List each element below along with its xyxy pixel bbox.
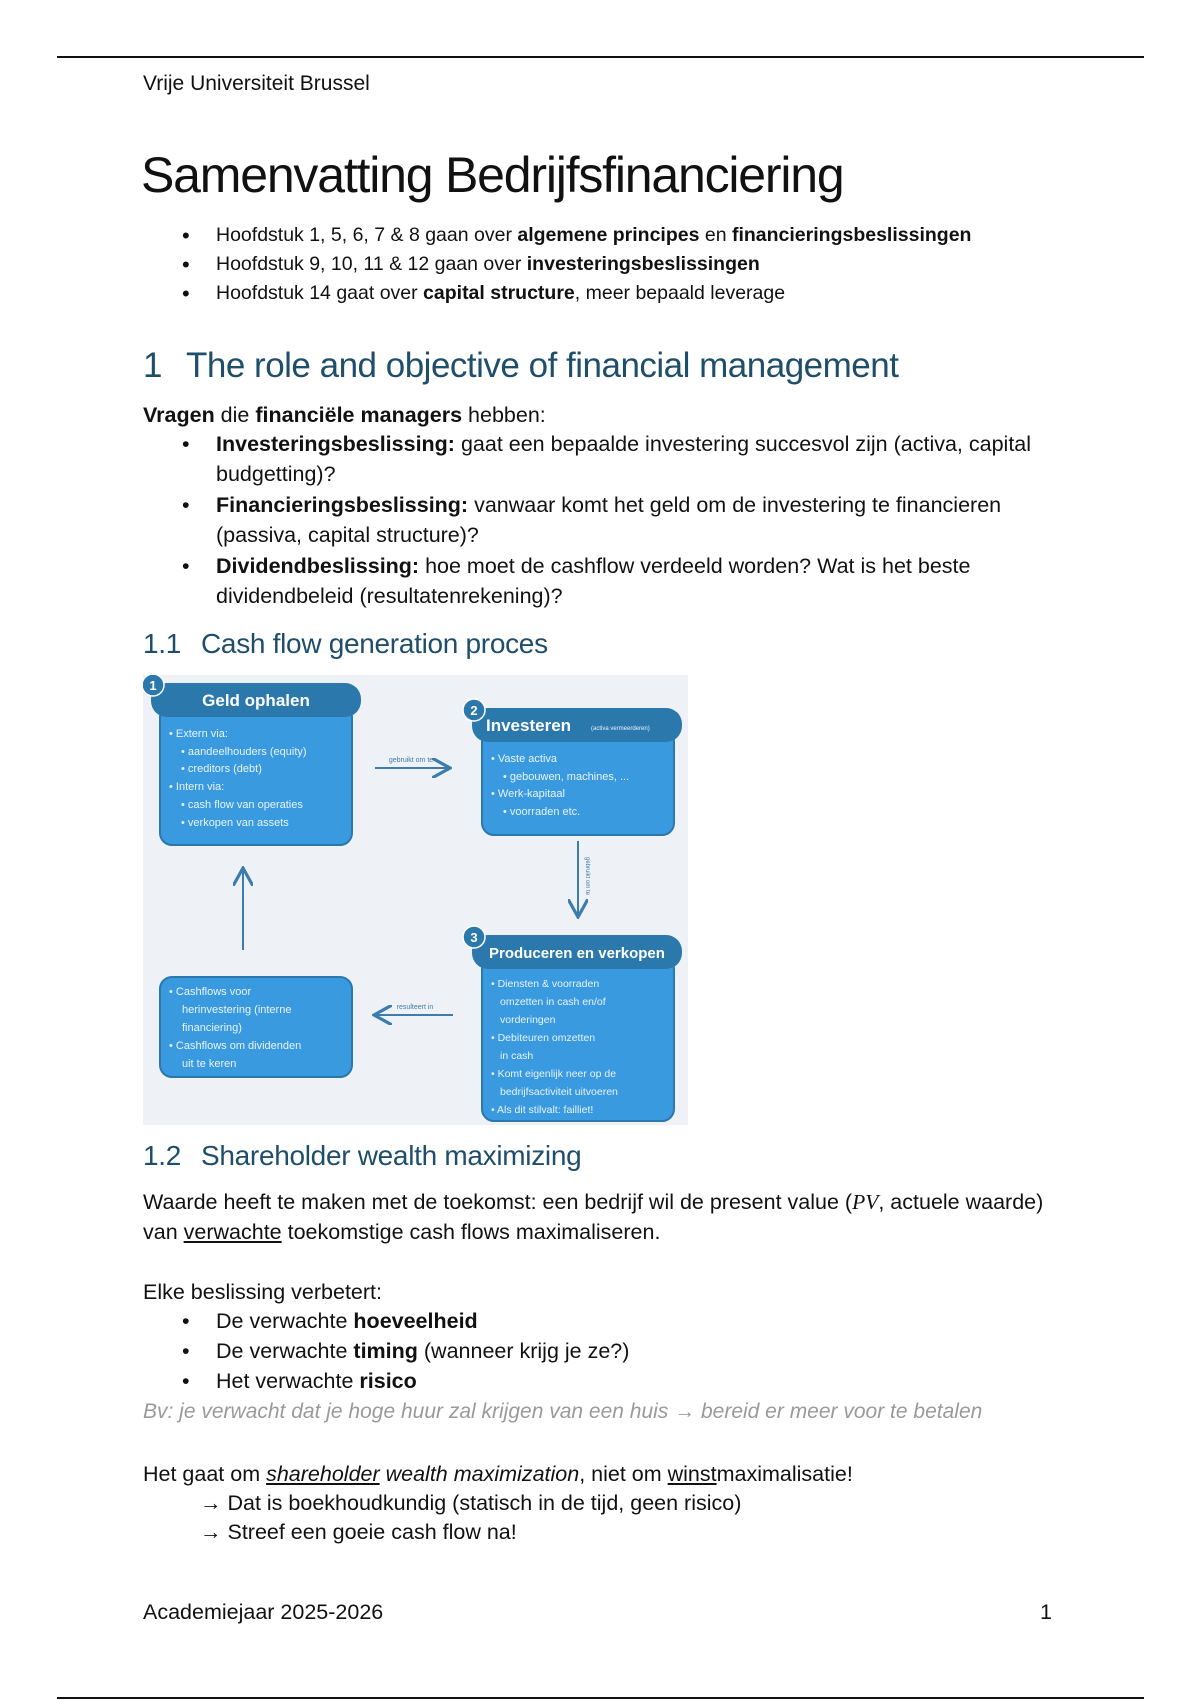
list-item: • Investeringsbeslissing: gaat een bepaalde investering succesvol zijn (activa, capital budgetting)? [143, 429, 1093, 489]
box-geld-ophalen [143, 675, 361, 845]
box-line: • Als dit stilvalt: failliet! [491, 1104, 594, 1116]
page-number: 1 [1040, 1600, 1052, 1624]
box-line: • creditors (debt) [181, 763, 262, 775]
box-line: vorderingen [500, 1014, 556, 1026]
box-title: Produceren en verkopen [489, 945, 665, 962]
list-item: • De verwachte timing (wanneer krijg je ze?) [143, 1336, 629, 1366]
arrow-label: gebruikt om te [584, 856, 590, 896]
paragraph-value: Waarde heeft te maken met de toekomst: een bedrijf wil de present value (PV, actuele waarde) van verwachte toekomstige cash flows maximaliseren. [143, 1190, 1044, 1244]
box-title: Geld ophalen [202, 691, 310, 710]
box-line: • Debiteuren omzetten [491, 1032, 596, 1044]
box-line: • Komt eigenlijk neer op de [491, 1068, 617, 1080]
box-line: • cash flow van operaties [181, 799, 303, 811]
box-line: • gebouwen, machines, ... [503, 771, 630, 783]
section-heading-1-2: 1.2 Shareholder wealth maximizing [143, 1140, 582, 1171]
box-line: financiering) [182, 1022, 242, 1034]
arrow-label: gebruikt om te [388, 757, 434, 764]
box-line: • Werk-kapitaal [491, 788, 565, 800]
cash-flow-diagram [143, 675, 688, 1125]
list-item: • Hoofdstuk 1, 5, 6, 7 & 8 gaan over algemene principes en financieringsbeslissingen [143, 221, 971, 250]
questions-list [143, 429, 1093, 612]
page-title: Samenvatting Bedrijfsfinanciering [141, 147, 844, 203]
list-item: • Het verwachte risico [143, 1366, 629, 1396]
box-line: • Intern via: [169, 781, 225, 793]
list-item: • De verwachte hoeveelheid [143, 1306, 629, 1336]
box-cashflows [160, 977, 352, 1077]
footer-year: Academiejaar 2025-2026 [143, 1600, 384, 1624]
box-subtitle: (activa vermeerderen) [591, 726, 650, 732]
arrow-note: → Streef een goeie cash flow na! [200, 1520, 517, 1544]
box-title: Investeren [486, 716, 572, 735]
decision-list [143, 1306, 629, 1396]
box-line: • Extern via: [169, 728, 228, 740]
paragraph-wealth: Het gaat om shareholder wealth maximization, niet om winstmaximalisatie! [143, 1462, 853, 1486]
box-line: • Cashflows om dividenden [169, 1040, 302, 1052]
questions-intro: Vragen die financiële managers hebben: [143, 403, 546, 427]
box-line: • voorraden etc. [503, 806, 581, 818]
box-line: • Vaste activa [491, 753, 558, 765]
box-line: • aandeelhouders (equity) [181, 746, 307, 758]
box-line: uit te keren [182, 1058, 237, 1070]
step-number: 3 [470, 930, 478, 945]
box-line: herinvestering (interne [182, 1004, 292, 1016]
box-line: omzetten in cash en/of [500, 996, 606, 1008]
bottom-rule [57, 1697, 1144, 1699]
list-item: • Financieringsbeslissing: vanwaar komt het geld om de investering te financieren (passiva, capital structure)? [143, 490, 1093, 550]
list-item: • Hoofdstuk 9, 10, 11 & 12 gaan over investeringsbeslissingen [143, 250, 971, 279]
box-line: • Cashflows voor [169, 986, 252, 998]
box-line: • Diensten & voorraden [491, 978, 600, 990]
paragraph-decision: Elke beslissing verbetert: [143, 1280, 382, 1304]
example-note: Bv: je verwacht dat je hoge huur zal krijgen van een huis → bereid er meer voor te betalen [143, 1400, 983, 1423]
box-line: bedrijfsactiviteit uitvoeren [500, 1086, 618, 1098]
section-heading-1-1: 1.1 Cash flow generation proces [143, 628, 548, 659]
step-number: 1 [149, 678, 157, 693]
arrow-note: → Dat is boekhoudkundig (statisch in de tijd, geen risico) [200, 1491, 742, 1515]
box-line: in cash [500, 1050, 534, 1062]
list-item: • Hoofdstuk 14 gaat over capital structure, meer bepaald leverage [143, 279, 971, 308]
arrow-label: resulteert in [396, 1004, 434, 1011]
list-item: • Dividendbeslissing: hoe moet de cashflow verdeeld worden? Wat is het beste dividendbeleid (resultatenrekening)? [143, 551, 1093, 611]
intro-list [143, 221, 971, 308]
top-rule [57, 56, 1144, 58]
box-investeren [463, 699, 682, 835]
step-number: 2 [470, 703, 478, 718]
section-heading-1: 1 The role and objective of financial management [143, 346, 899, 385]
header-institution: Vrije Universiteit Brussel [143, 72, 370, 95]
box-produceren-verkopen [463, 926, 682, 1121]
box-line: • verkopen van assets [181, 817, 289, 829]
